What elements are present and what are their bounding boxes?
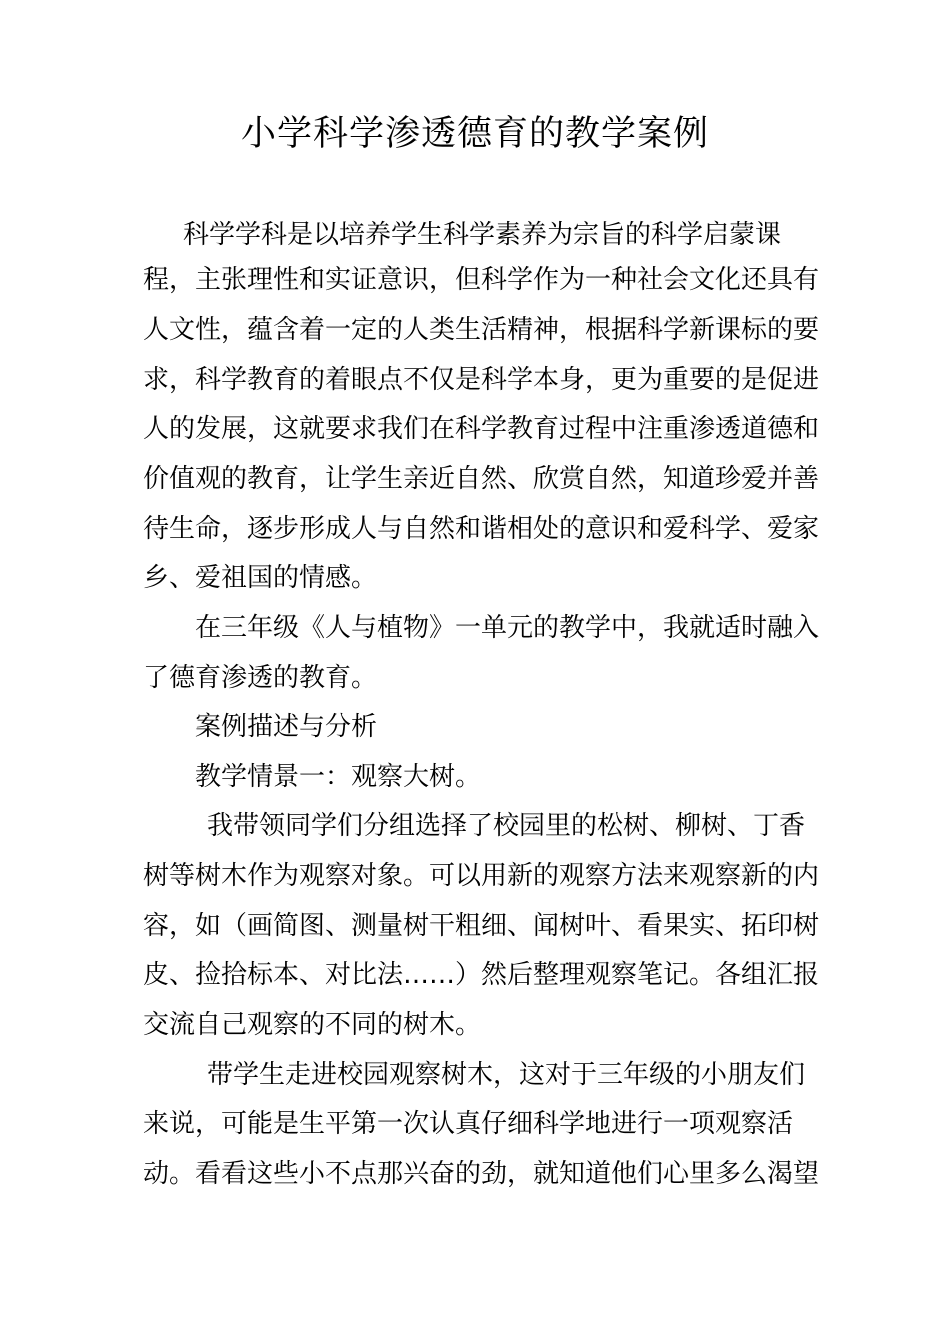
paragraph-line: 交流自己观察的不同的树木。 — [143, 1010, 482, 1040]
paragraph-line: 待生命，逐步形成人与自然和谐相处的意识和爱科学、爱家 — [143, 514, 820, 544]
paragraph-line: 了德育渗透的教育。 — [143, 663, 378, 693]
paragraph-line: 乡、爱祖国的情感。 — [143, 563, 378, 593]
paragraph-line: 科学学科是以培养学生科学素养为宗旨的科学启蒙课 — [183, 220, 782, 250]
paragraph-line: 程，主张理性和实证意识，但科学作为一种社会文化还具有 — [143, 265, 820, 295]
paragraph-line: 价值观的教育，让学生亲近自然、欣赏自然，知道珍爱并善 — [143, 464, 820, 494]
subsection-heading: 教学情景一：观察大树。 — [195, 762, 482, 792]
document-title: 小学科学渗透德育的教学案例 — [240, 114, 709, 154]
paragraph-line: 容，如（画简图、测量树干粗细、闻树叶、看果实、拓印树 — [143, 911, 820, 941]
paragraph-line: 我带领同学们分组选择了校园里的松树、柳树、丁香 — [207, 811, 806, 841]
paragraph-line: 人的发展，这就要求我们在科学教育过程中注重渗透道德和 — [143, 414, 820, 444]
section-heading: 案例描述与分析 — [195, 712, 378, 742]
paragraph-line: 求，科学教育的着眼点不仅是科学本身，更为重要的是促进 — [143, 365, 820, 395]
paragraph-line: 带学生走进校园观察树木，这对于三年级的小朋友们 — [207, 1060, 806, 1090]
paragraph-line: 树等树木作为观察对象。可以用新的观察方法来观察新的内 — [143, 861, 820, 891]
paragraph-line: 来说，可能是生平第一次认真仔细科学地进行一项观察活 — [143, 1109, 794, 1139]
paragraph-line: 人文性，蕴含着一定的人类生活精神，根据科学新课标的要 — [143, 315, 820, 345]
paragraph-line: 在三年级《人与植物》一单元的教学中，我就适时融入 — [195, 613, 820, 643]
paragraph-line: 皮、捡拾标本、对比法……）然后整理观察笔记。各组汇报 — [143, 960, 820, 990]
paragraph-line: 动。看看这些小不点那兴奋的劲，就知道他们心里多么渴望 — [143, 1159, 820, 1189]
